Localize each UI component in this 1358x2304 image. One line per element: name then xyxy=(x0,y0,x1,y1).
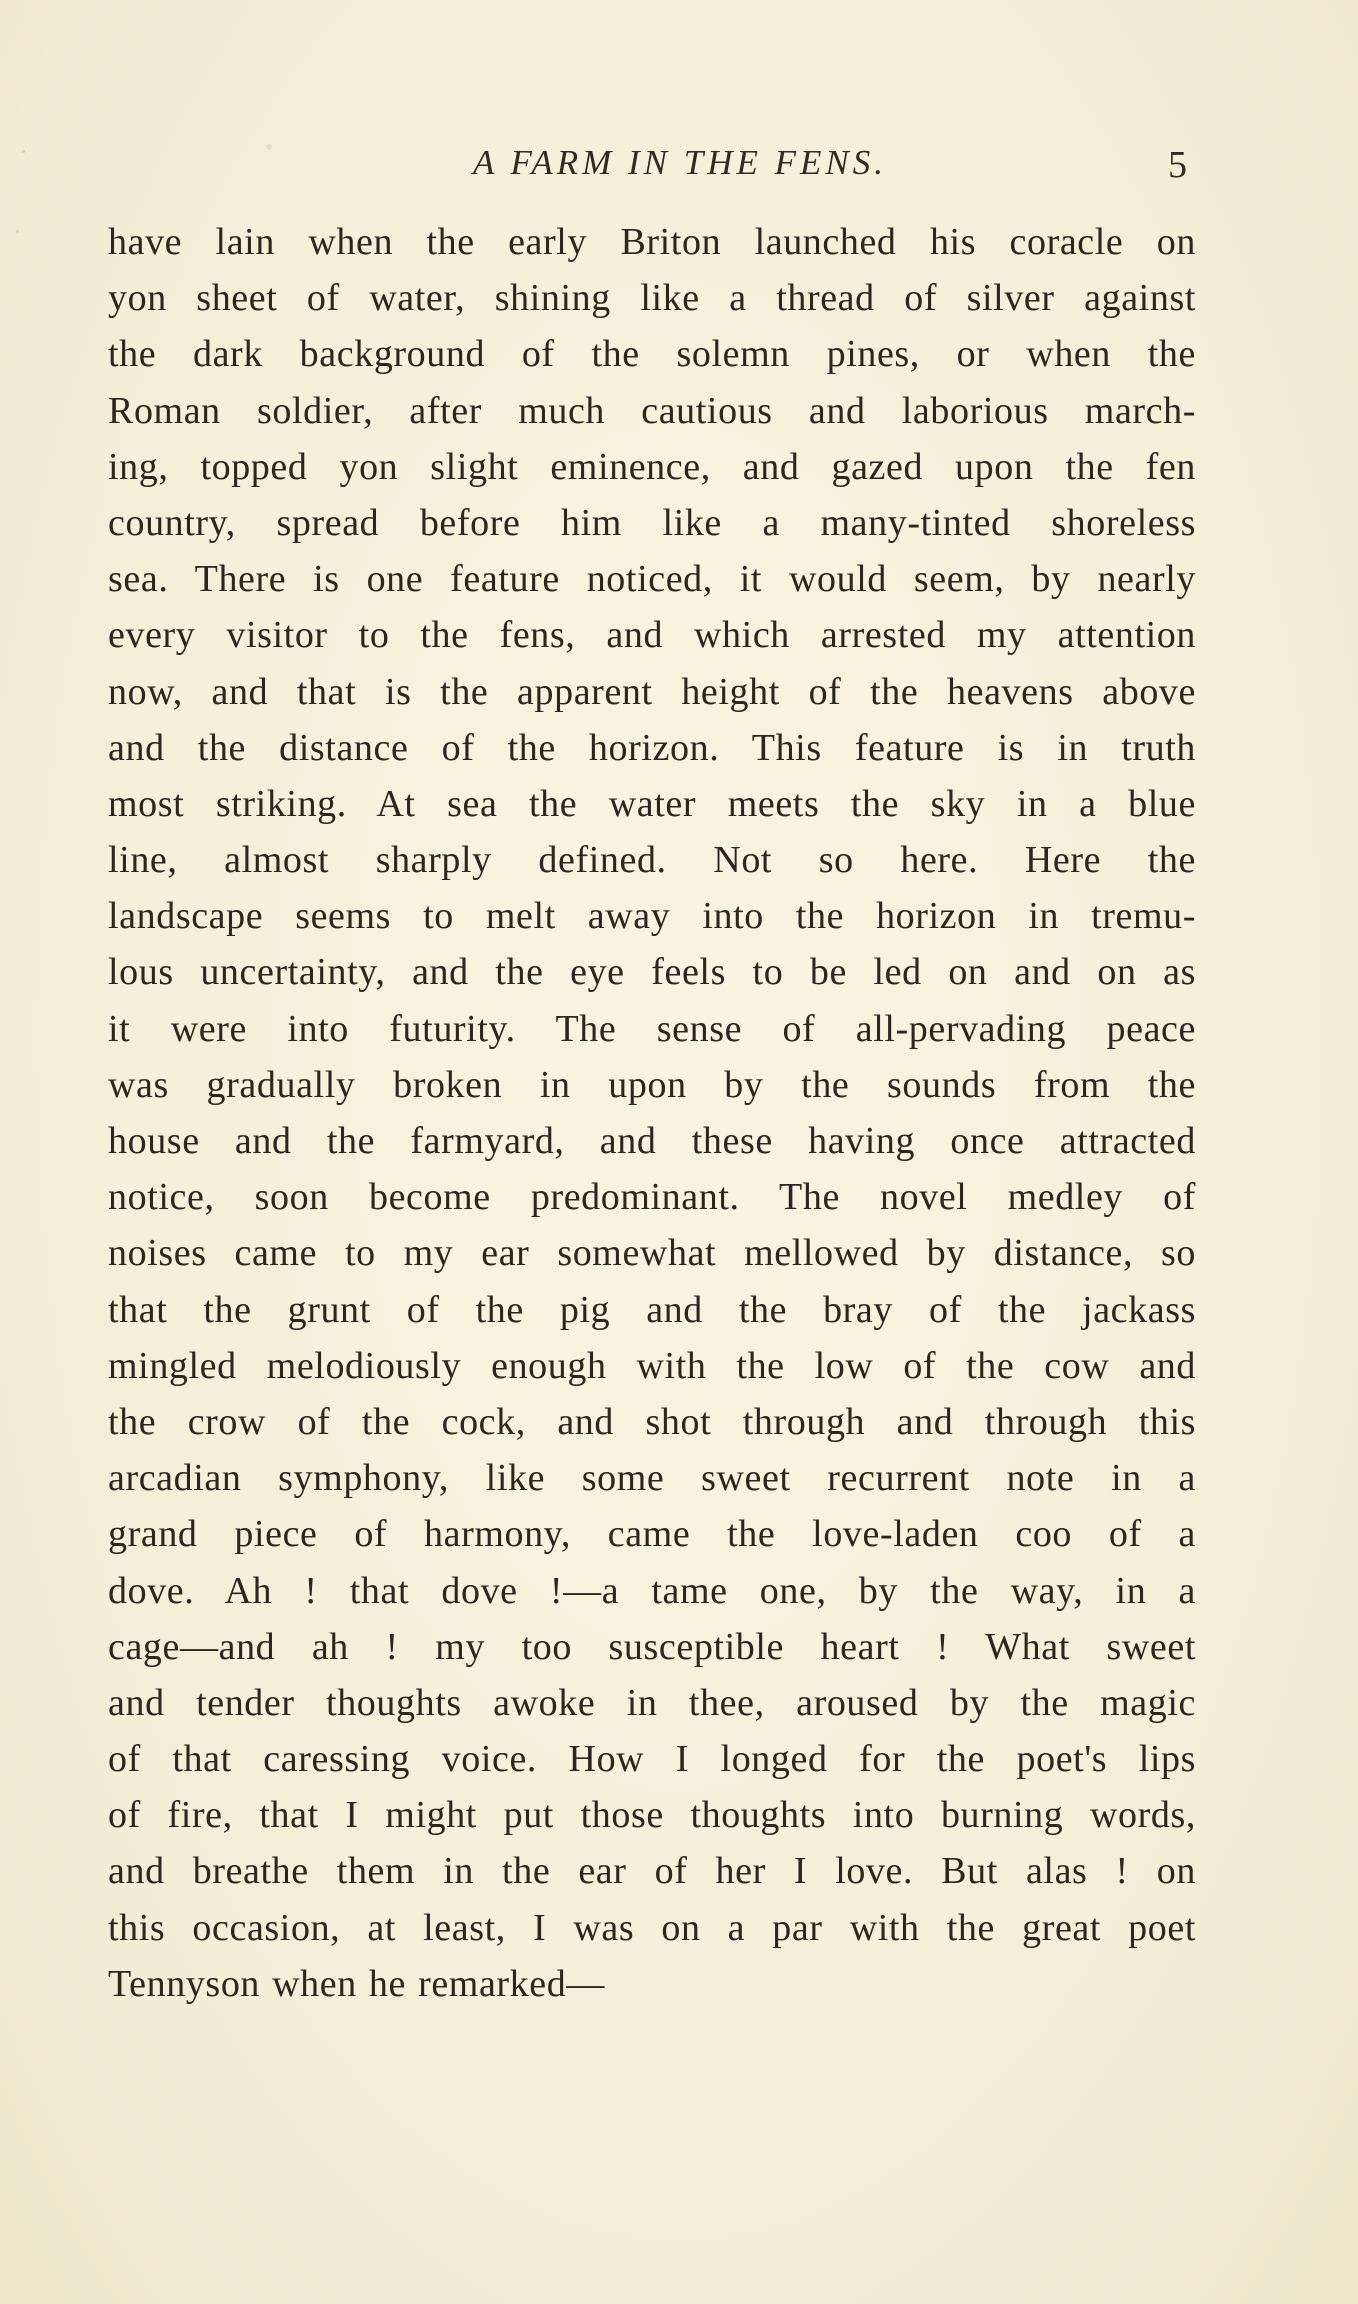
text-line: and breathe them in the ear of her I love. But alas ! on xyxy=(108,1850,1196,1893)
text-line: was gradually broken in upon by the sounds from the xyxy=(108,1063,1196,1106)
text-line: every visitor to the fens, and which arrested my attention xyxy=(108,614,1196,657)
page-header xyxy=(0,138,1358,188)
text-line: grand piece of harmony, came the love-laden coo of a xyxy=(108,1513,1196,1556)
text-line: the dark background of the solemn pines, or when the xyxy=(108,333,1196,376)
text-line: have lain when the early Briton launched his coracle on xyxy=(108,221,1196,263)
text-line: noises came to my ear somewhat mellowed by distance, so xyxy=(108,1232,1196,1275)
text-line: cage—and ah ! my too susceptible heart ! What sweet xyxy=(108,1625,1196,1668)
text-line: and the distance of the horizon. This feature is in truth xyxy=(108,726,1196,769)
page-number: 5 xyxy=(1168,144,1187,186)
text-line: it were into futurity. The sense of all-pervading peace xyxy=(108,1007,1196,1050)
text-line: notice, soon become predominant. The novel medley of xyxy=(108,1176,1196,1219)
text-line: the crow of the cock, and shot through and through this xyxy=(108,1400,1196,1443)
running-title: A FARM IN THE FENS. xyxy=(472,143,887,182)
text-line: of that caressing voice. How I longed for the poet's lips xyxy=(108,1738,1196,1781)
text-line: that the grunt of the pig and the bray of the jackass xyxy=(108,1288,1196,1331)
body-text xyxy=(108,214,1196,2012)
text-line: Roman soldier, after much cautious and laborious march- xyxy=(108,389,1196,432)
paper-speck xyxy=(16,230,19,233)
text-line: country, spread before him like a many-tinted shoreless xyxy=(108,501,1196,544)
text-line: now, and that is the apparent height of the heavens above xyxy=(108,670,1196,713)
text-line: of fire, that I might put those thoughts into burning words, xyxy=(108,1794,1196,1837)
text-line: house and the farmyard, and these having once attracted xyxy=(108,1120,1196,1162)
text-line: Tennyson when he remarked— xyxy=(108,1962,605,2005)
text-line: dove. Ah ! that dove !—a tame one, by the way, in a xyxy=(108,1569,1196,1612)
text-line: most striking. At sea the water meets the sky in a blue xyxy=(108,782,1196,825)
text-line: arcadian symphony, like some sweet recurrent note in a xyxy=(108,1457,1196,1500)
text-line: yon sheet of water, shining like a thread of silver against xyxy=(108,277,1196,320)
text-line: and tender thoughts awoke in thee, aroused by the magic xyxy=(108,1681,1196,1724)
text-line: ing, topped yon slight eminence, and gazed upon the fen xyxy=(108,445,1196,488)
text-line: landscape seems to melt away into the horizon in tremu- xyxy=(108,895,1196,938)
text-line: mingled melodiously enough with the low of the cow and xyxy=(108,1344,1196,1387)
text-line: sea. There is one feature noticed, it would seem, by nearly xyxy=(108,558,1196,601)
text-line: line, almost sharply defined. Not so here. Here the xyxy=(108,839,1196,882)
text-line: lous uncertainty, and the eye feels to be led on and on as xyxy=(108,951,1196,994)
text-line: this occasion, at least, I was on a par with the great poet xyxy=(108,1906,1196,1949)
